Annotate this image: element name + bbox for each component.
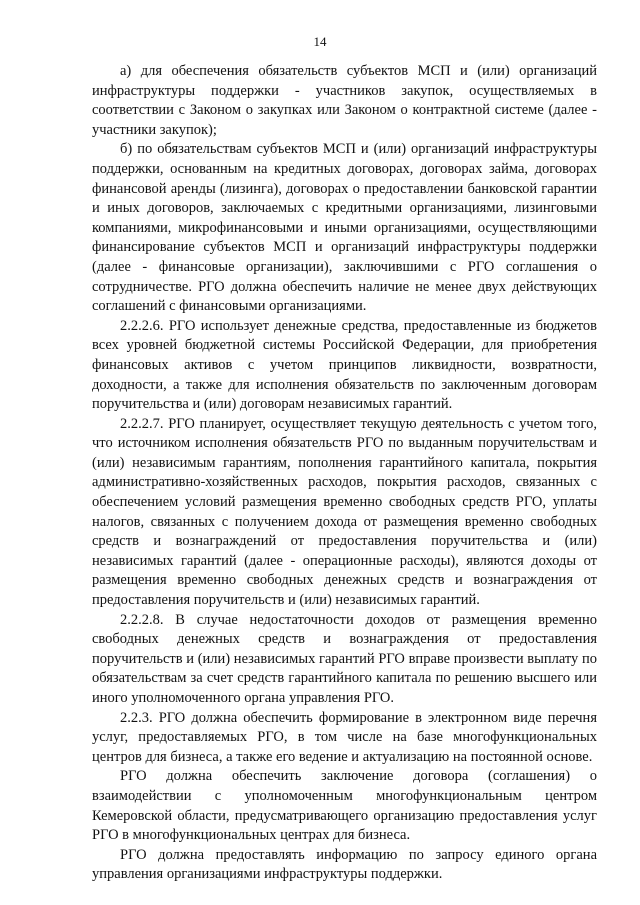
paragraph-2-2-3: 2.2.3. РГО должна обеспечить формирование в электронном виде перечня услуг, предоставляемых РГО, в том числе на базе многофункциональных центров для бизнеса, а также его ведение и актуализацию на постоянной основе. [92,709,597,765]
paragraph-information-request: РГО должна предоставлять информацию по запросу единого органа управления организациями инфраструктуры поддержки. [92,846,597,883]
paragraph-mfc-agreement: РГО должна обеспечить заключение договора (соглашения) о взаимодействии с уполномоченным многофункциональным центром Кемеровской области, предусматривающего организацию предоставления услуг РГО в многофункциональных центрах для бизнеса. [92,768,597,844]
paragraph-2-2-2-8: 2.2.2.8. В случае недостаточности доходов от размещения временно свободных денежных средств и вознаграждения от предоставления поручительств и (или) независимых гарантий РГО вправе произвести выплату по обязательствам за счет средств гарантийного капитала по решению высшего или иного уполномоченного органа управления РГО. [92,611,597,706]
document-body [92,62,597,885]
paragraph-a-procurement: а) для обеспечения обязательств субъектов МСП и (или) организаций инфраструктуры поддержки - участников закупок, осуществляемых в соответствии с Законом о закупках или Законом о контрактной системе (далее - участники закупок); [92,63,597,138]
paragraph-2-2-2-7: 2.2.2.7. РГО планирует, осуществляет текущую деятельность с учетом того, что источником исполнения обязательств РГО по выданным поручительствам и (или) независимым гарантиям, пополнения гарантийного капитала, покрытия административно-хозяйственных расходов, покрытия расходов, связанных с обеспечением условий размещения временно свободных средств РГО, уплаты налогов, связанных с получением дохода от размещения временно свободных средств и вознаграждений от предоставления поручительства и (или) независимых гарантий (далее - операционные расходы), являются доходы от размещения временно свободных денежных средств и вознаграждения от предоставления поручительств и (или) независимых гарантий. [92,415,597,609]
paragraph-b-obligations: б) по обязательствам субъектов МСП и (или) организаций инфраструктуры поддержки, основанным на кредитных договорах, договорах займа, договорах финансовой аренды (лизинга), договорах о предоставлении банковской гарантии и иных договоров, заключаемых с кредитными организациями, лизинговыми компаниями, микрофинансовыми и иными организациями, осуществляющими финансирование субъектов МСП и организаций инфраструктуры поддержки (далее - финансовые организации), заключившими с РГО соглашения о сотрудничестве. РГО должна обеспечить наличие не менее двух действующих соглашений с финансовыми организациями. [92,141,597,315]
paragraph-2-2-2-6: 2.2.2.6. РГО использует денежные средства, предоставленные из бюджетов всех уровней бюджетной системы Российской Федерации, для приобретения финансовых активов с учетом принципов ликвидности, возвратности, доходности, а также для исполнения обязательств по заключенным договорам поручительства и (или) договорам независимых гарантий. [92,317,597,413]
page-number: 14 [313,34,327,49]
